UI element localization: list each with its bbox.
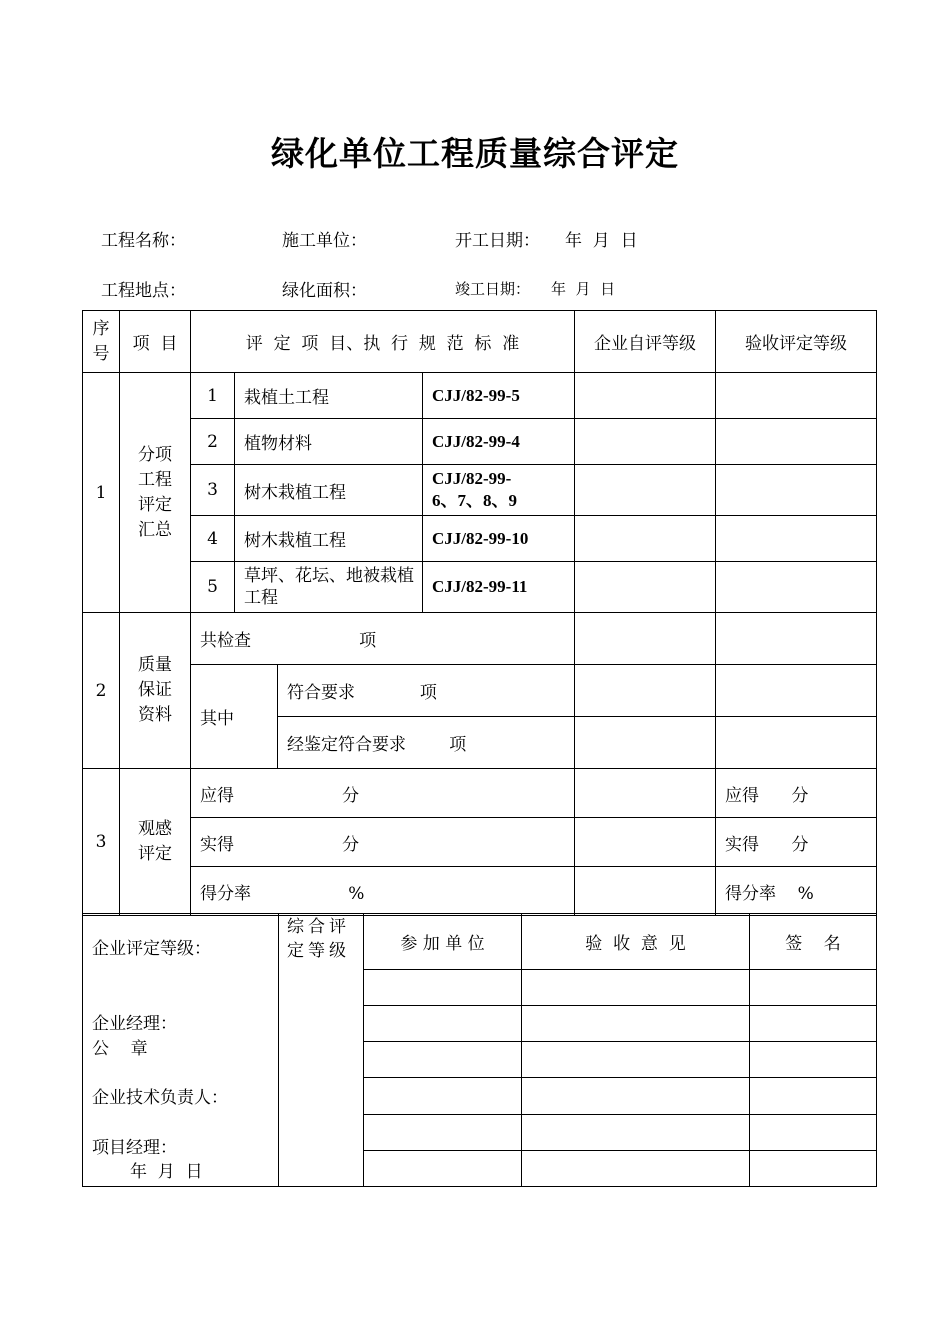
sign-cell[interactable] [750, 1042, 877, 1078]
self-grade-cell[interactable] [575, 516, 716, 562]
end-date-value: 年 月 日 [551, 280, 616, 298]
evaluation-table [82, 310, 877, 916]
sec3-should-right: 应得 分 [716, 769, 877, 818]
sub-name: 树木栽植工程 [235, 516, 423, 562]
sub-no: 5 [191, 562, 235, 613]
opinion-cell[interactable] [522, 1078, 750, 1114]
header-seq: 序号 [83, 311, 120, 373]
contractor-label: 施工单位： [282, 231, 367, 251]
project-manager-label: 项目经理： [92, 1138, 177, 1158]
self-grade-cell[interactable] [575, 818, 716, 867]
sec2-among: 其中 [191, 665, 278, 769]
sub-name: 植物材料 [235, 419, 423, 465]
accept-grade-cell[interactable] [716, 419, 877, 465]
unit-cell[interactable] [364, 1006, 522, 1042]
sign-cell[interactable] [750, 970, 877, 1006]
sub-no: 3 [191, 465, 235, 516]
accept-grade-cell[interactable] [716, 373, 877, 419]
accept-grade-cell[interactable] [716, 516, 877, 562]
self-grade-cell[interactable] [575, 419, 716, 465]
sub-no: 2 [191, 419, 235, 465]
header-self-grade: 企业自评等级 [575, 311, 716, 373]
header-accept-grade: 验收评定等级 [716, 311, 877, 373]
sub-code: CJJ/82-99-4 [423, 419, 575, 465]
overall-grade-label: 综合评定等级 [287, 917, 350, 961]
accept-grade-cell[interactable] [716, 562, 877, 613]
sign-cell[interactable] [750, 1006, 877, 1042]
sign-cell[interactable] [750, 1078, 877, 1114]
sec3-actual: 实得 分 [191, 818, 575, 867]
sub-name: 草坪、花坛、地被栽植工程 [235, 562, 423, 613]
start-date-value: 年 月 日 [565, 231, 638, 251]
sub-name: 树木栽植工程 [235, 465, 423, 516]
sec3-actual-right: 实得 分 [716, 818, 877, 867]
sec2-meets: 符合要求 项 [278, 665, 575, 717]
accept-grade-cell[interactable] [716, 717, 877, 769]
sign-header: 签 名 [750, 914, 877, 970]
sub-code: CJJ/82-99-10 [423, 516, 575, 562]
sec3-label: 观感评定 [120, 769, 191, 916]
sub-no: 1 [191, 373, 235, 419]
sec2-total: 共检查 项 [191, 613, 575, 665]
page-title: 绿化单位工程质量综合评定 [271, 134, 679, 173]
self-grade-cell[interactable] [575, 717, 716, 769]
header-item: 项 目 [120, 311, 191, 373]
seal-label: 公 章 [92, 1039, 148, 1059]
opinion-cell[interactable] [522, 1042, 750, 1078]
self-grade-cell[interactable] [575, 613, 716, 665]
sec3-rate-right: 得分率 % [716, 867, 877, 916]
sec2-appraised: 经鉴定符合要求 项 [278, 717, 575, 769]
sign-cell[interactable] [750, 1114, 877, 1150]
opinion-header: 验 收 意 见 [522, 914, 750, 970]
sub-code: CJJ/82-99-6、7、8、9 [423, 465, 575, 516]
sec3-rate: 得分率 % [191, 867, 575, 916]
opinion-cell[interactable] [522, 1114, 750, 1150]
sign-cell[interactable] [750, 1150, 877, 1186]
acceptance-table [363, 913, 877, 1187]
self-grade-cell[interactable] [575, 665, 716, 717]
sec2-seq: 2 [83, 613, 120, 769]
sub-name: 栽植土工程 [235, 373, 423, 419]
sub-no: 4 [191, 516, 235, 562]
self-grade-cell[interactable] [575, 562, 716, 613]
opinion-cell[interactable] [522, 1150, 750, 1186]
unit-cell[interactable] [364, 1114, 522, 1150]
end-date-label: 竣工日期： [455, 280, 531, 298]
manager-label: 企业经理： [92, 1014, 177, 1034]
unit-cell[interactable] [364, 970, 522, 1006]
accept-grade-cell[interactable] [716, 613, 877, 665]
sub-code: CJJ/82-99-11 [423, 562, 575, 613]
company-grade-label: 企业评定等级： [92, 939, 211, 959]
unit-cell[interactable] [364, 1150, 522, 1186]
opinion-cell[interactable] [522, 1006, 750, 1042]
green-area-label: 绿化面积： [282, 281, 367, 301]
start-date-label: 开工日期： [455, 231, 540, 251]
sec3-should: 应得 分 [191, 769, 575, 818]
sec2-label: 质量保证资料 [120, 613, 191, 769]
sec1-seq: 1 [83, 373, 120, 613]
unit-cell[interactable] [364, 1078, 522, 1114]
self-grade-cell[interactable] [575, 373, 716, 419]
self-grade-cell[interactable] [575, 769, 716, 818]
sec1-label: 分项工程评定汇总 [120, 373, 191, 613]
unit-cell[interactable] [364, 1042, 522, 1078]
units-header: 参 加 单 位 [364, 914, 522, 970]
location-label: 工程地点： [101, 281, 186, 301]
sub-code: CJJ/82-99-5 [423, 373, 575, 419]
self-grade-cell[interactable] [575, 867, 716, 916]
accept-grade-cell[interactable] [716, 665, 877, 717]
signoff-date: 年 月 日 [130, 1162, 203, 1182]
sec3-seq: 3 [83, 769, 120, 916]
tech-lead-label: 企业技术负责人： [92, 1088, 228, 1108]
header-spec: 评 定 项 目、执 行 规 范 标 准 [191, 311, 575, 373]
self-grade-cell[interactable] [575, 465, 716, 516]
opinion-cell[interactable] [522, 970, 750, 1006]
accept-grade-cell[interactable] [716, 465, 877, 516]
project-name-label: 工程名称： [101, 231, 186, 251]
